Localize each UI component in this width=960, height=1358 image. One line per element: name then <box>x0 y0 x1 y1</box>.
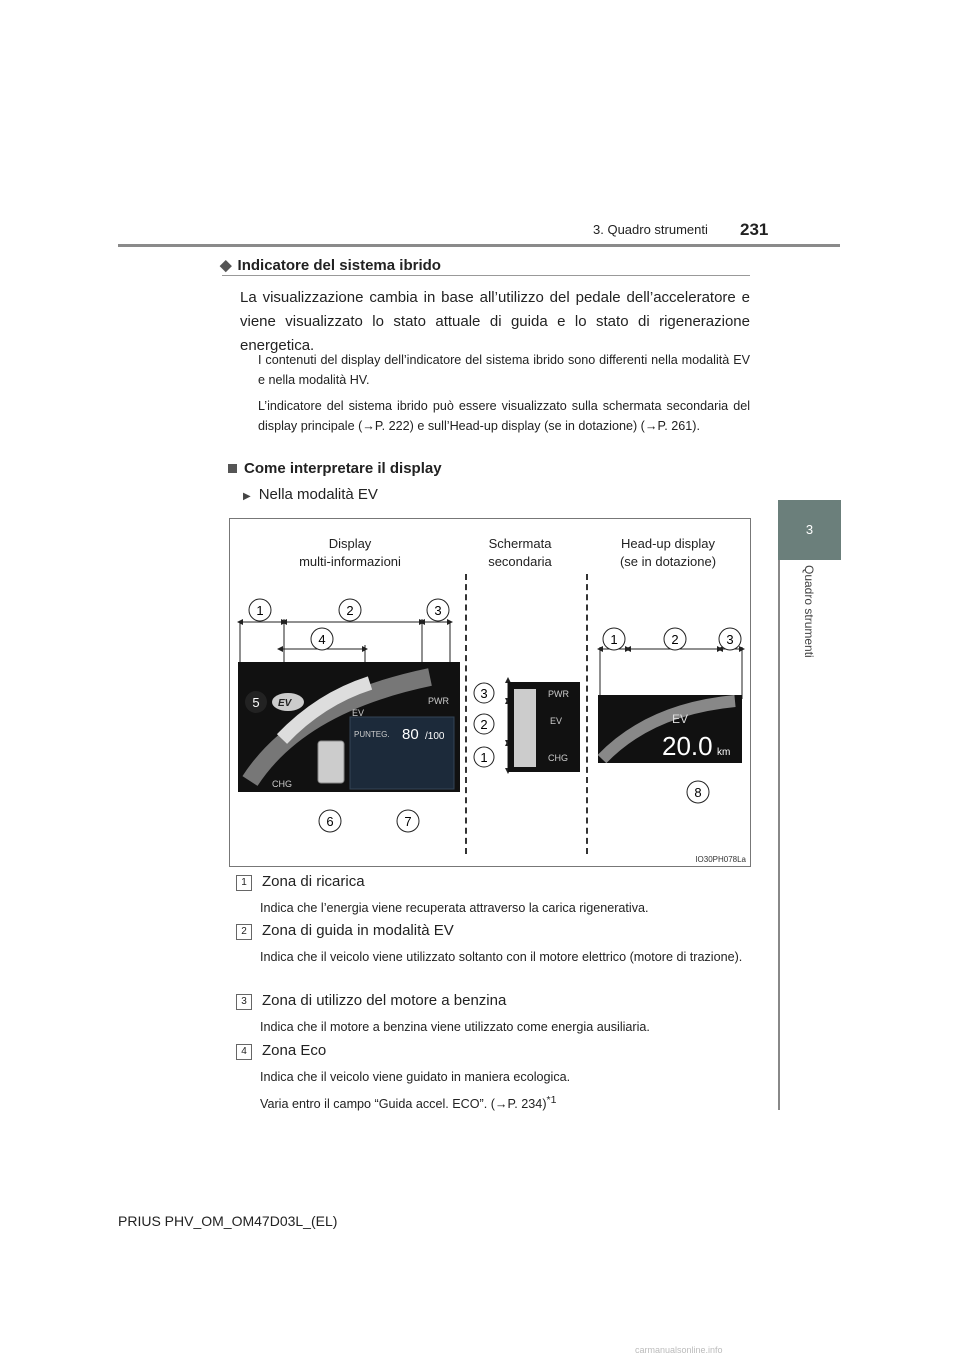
item-2-desc: Indica che il veicolo viene utilizzato soltanto con il motore elettrico (motore di trazione). <box>260 950 743 964</box>
section-title-text: Indicatore del sistema ibrido <box>237 257 441 274</box>
callout-3: 3 <box>434 603 442 618</box>
chapter-tab-label: Quadro strumenti <box>802 565 816 658</box>
callout-8: 8 <box>694 785 702 800</box>
item-4-badge: 4 <box>236 1044 252 1060</box>
item-4-desc: Indica che il veicolo viene guidato in maniera ecologica. <box>260 1070 571 1084</box>
triangle-bullet-icon: ▶ <box>243 491 251 502</box>
page-number: 231 <box>740 220 769 239</box>
section-rule <box>222 275 750 276</box>
col3-line2: (se in dotazione) <box>619 554 717 569</box>
item-4-title <box>236 1042 326 1060</box>
chapter-title: 3. Quadro strumenti <box>593 222 708 237</box>
display-illustration <box>230 519 750 866</box>
callout-5: 5 <box>252 695 260 710</box>
section-title <box>220 256 441 274</box>
diamond-icon: ◆ <box>220 257 232 274</box>
mode-label <box>243 486 378 503</box>
footnote-mark: *1 <box>546 1094 557 1106</box>
hud-callout-2: 2 <box>671 632 679 647</box>
sec-pwr-label: PWR <box>548 689 569 699</box>
callout-6: 6 <box>326 814 334 829</box>
col1-line2: multi-informazioni <box>299 554 401 569</box>
hud-ev-label: EV <box>672 712 689 726</box>
watermark: carmanualsonline.info <box>635 1345 723 1355</box>
item-1-badge: 1 <box>236 875 252 891</box>
item-2-title-text: Zona di guida in modalità EV <box>262 922 454 939</box>
col3-line1: Head-up display <box>621 536 715 551</box>
note-paragraph-2: L’indicatore del sistema ibrido può essere visualizzato sulla schermata secondaria del display principale (→P. 222) e sull’Head-up display (se in dotazione) (→P. 261). <box>258 399 750 433</box>
item-1-title-text: Zona di ricarica <box>262 873 365 890</box>
col1-line1: Display <box>328 536 372 551</box>
item-4-desc2-text: Varia entro il campo “Guida accel. ECO”. (→P. 234) <box>260 1097 547 1112</box>
hud-distance: 20.0 <box>662 731 713 761</box>
item-3-title-text: Zona di utilizzo del motore a benzina <box>262 992 507 1009</box>
item-3-title <box>236 992 506 1010</box>
square-bullet-icon <box>228 464 237 473</box>
sec-callout-3: 3 <box>480 686 488 701</box>
hud-unit: km <box>717 747 731 758</box>
header-rule <box>118 244 840 247</box>
sec-chg-label: CHG <box>548 753 568 763</box>
pwr-label: PWR <box>428 696 449 706</box>
callout-2: 2 <box>346 603 354 618</box>
sec-ev-label: EV <box>550 716 563 726</box>
item-2-title <box>236 922 454 940</box>
sec-callout-2: 2 <box>480 717 488 732</box>
item-1-title <box>236 873 365 891</box>
chg-label: CHG <box>272 779 292 789</box>
mode-label-text: Nella modalità EV <box>258 486 378 503</box>
ev-badge: EV <box>278 698 292 709</box>
subsection-title <box>228 460 442 477</box>
item-1-desc: Indica che l’energia viene recuperata attraverso la carica rigenerativa. <box>260 901 649 915</box>
punteg-label: PUNTEG. <box>354 730 390 739</box>
note-paragraph-1: I contenuti del display dell’indicatore del sistema ibrido sono differenti nella modalità EV e nella modalità HV. <box>258 353 750 387</box>
subsection-title-text: Come interpretare il display <box>244 460 442 477</box>
hud-callout-3: 3 <box>726 632 734 647</box>
item-4-desc2 <box>260 1090 750 1114</box>
callout-4: 4 <box>318 632 326 647</box>
item-3-badge: 3 <box>236 994 252 1010</box>
score-max: /100 <box>425 731 445 742</box>
document-footer: PRIUS PHV_OM_OM47D03L_(EL) <box>118 1213 338 1229</box>
intro-paragraph: La visualizzazione cambia in base all’utilizzo del pedale dell’acceleratore e viene visualizzato lo stato attuale di guida e lo stato di rigenerazione energetica. <box>240 289 750 354</box>
item-4-title-text: Zona Eco <box>262 1042 327 1059</box>
figure-code: IO30PH078La <box>695 855 746 864</box>
score-value: 80 <box>402 726 419 743</box>
display-figure <box>229 518 751 867</box>
callout-7: 7 <box>404 814 412 829</box>
item-3-desc: Indica che il motore a benzina viene utilizzato come energia ausiliaria. <box>260 1020 650 1034</box>
chapter-tab: 3 <box>778 500 841 560</box>
item-2-badge: 2 <box>236 924 252 940</box>
sec-callout-1: 1 <box>480 750 488 765</box>
col2-line2: secondaria <box>488 554 552 569</box>
col2-line1: Schermata <box>488 536 552 551</box>
callout-1: 1 <box>256 603 264 618</box>
ev-zone-label: EV <box>352 708 365 718</box>
hud-callout-1: 1 <box>610 632 618 647</box>
